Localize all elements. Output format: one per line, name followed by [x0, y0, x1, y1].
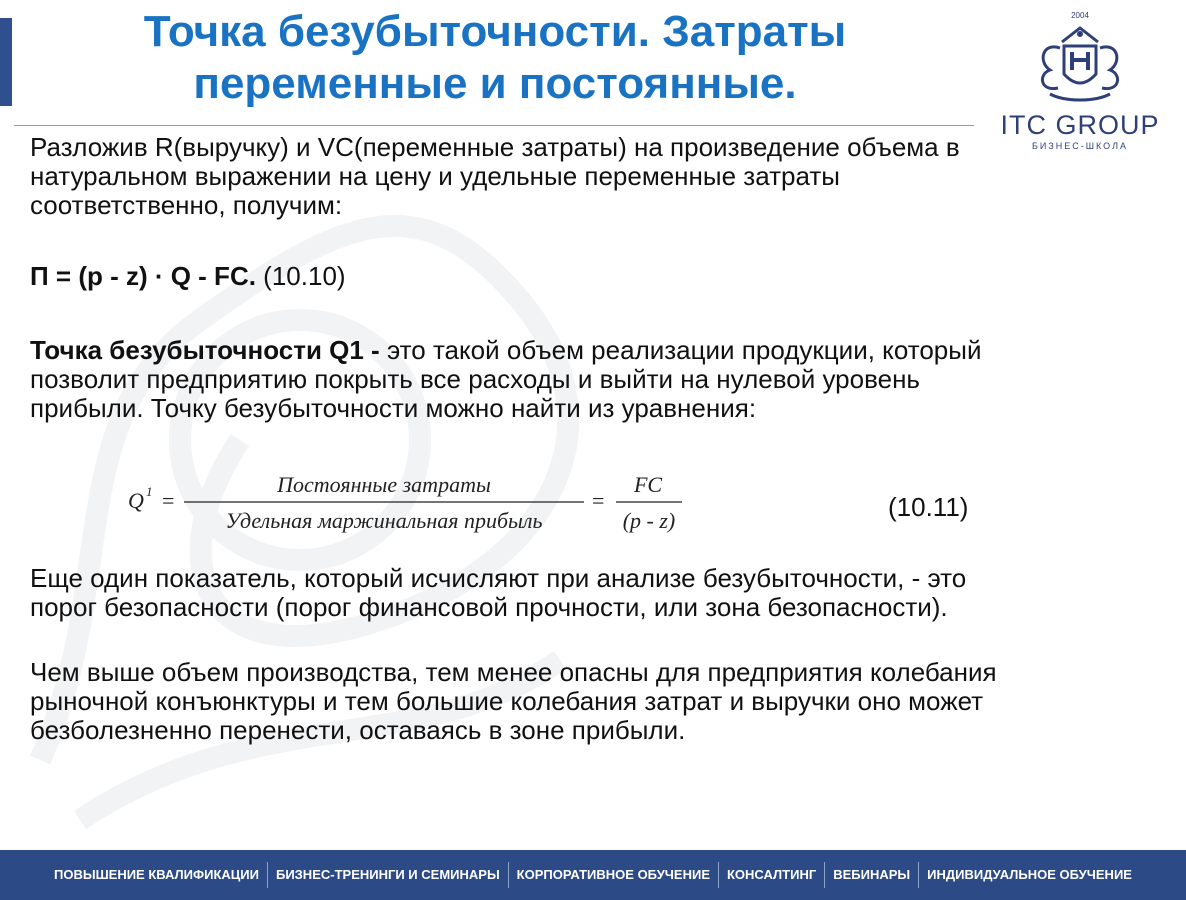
equation-lhs: Q [128, 488, 144, 513]
footer-item-webinars[interactable]: ВЕБИНАРЫ [833, 867, 911, 882]
logo-year: 2004 [1071, 11, 1089, 20]
title-divider [14, 125, 974, 126]
paragraph-decomposition: Разложив R(выручку) и VC(переменные затраты) на произведение объема в натуральном выражении на цену и удельные переменные затраты соответственно, получим: [30, 132, 960, 220]
equation-numerator-text: Постоянные затраты [277, 472, 491, 497]
breakeven-definition-text: это такой объем реализации продукции, который позволит предприятию покрыть все расходы и выйти на нулевой уровень прибыли. Точку безубыточности можно найти из уравнения: [30, 335, 982, 423]
footer-item-qualification[interactable]: ПОВЫШЕНИЕ КВАЛИФИКАЦИИ [54, 867, 259, 882]
footer-bar [0, 850, 1186, 900]
footer-item-individual[interactable]: ИНДИВИДУАЛЬНОЕ ОБУЧЕНИЕ [927, 867, 1132, 882]
paragraph-production-volume: Чем выше объем производства, тем менее опасны для предприятия колебания рыночной конъюнктуры и тем большие колебания затрат и выручки оно может безболезненно перенести, оставаясь в зоне прибыли. [30, 657, 997, 745]
footer-item-corporate[interactable]: КОРПОРАТИВНОЕ ОБУЧЕНИЕ [516, 867, 710, 882]
footer-item-trainings[interactable]: БИЗНЕС-ТРЕНИНГИ И СЕМИНАРЫ [275, 867, 500, 882]
breakeven-equation [128, 466, 688, 538]
paragraph-safety-margin: Еще один показатель, который исчисляют при анализе безубыточности, - это порог безопасности (порог финансовой прочности, или зона безопасности). [30, 563, 967, 622]
itc-group-logo [990, 8, 1170, 163]
equation-equals-1: = [162, 488, 175, 513]
equation-numerator-fc: FC [633, 472, 663, 497]
equation-lhs-superscript: 1 [146, 484, 153, 499]
crest-icon [1020, 8, 1140, 108]
profit-formula [30, 262, 1000, 291]
breakeven-term: Точка безубыточности Q1 - [30, 335, 380, 365]
profit-formula-number: (10.10) [255, 261, 346, 291]
equation-equals-2: = [592, 488, 605, 513]
equation-number: (10.11) [888, 492, 969, 522]
footer-item-consulting[interactable]: КОНСАЛТИНГ [727, 867, 817, 882]
slide-title [40, 6, 950, 110]
slide-title-line-1: Точка безубыточности. Затраты [143, 7, 847, 56]
slide-title-line-2: переменные и постоянные. [193, 59, 797, 108]
logo-subtitle: БИЗНЕС-ШКОЛА [1031, 141, 1128, 151]
left-accent-bar [0, 18, 12, 106]
profit-formula-expression: П = (p - z) · Q - FC. [30, 261, 256, 291]
paragraph-breakeven-definition [30, 336, 1000, 423]
equation-denominator-pz: (p - z) [622, 508, 676, 533]
equation-denominator-text: Удельная маржинальная прибыль [225, 508, 543, 533]
logo-name: ITC GROUP [1000, 110, 1160, 140]
